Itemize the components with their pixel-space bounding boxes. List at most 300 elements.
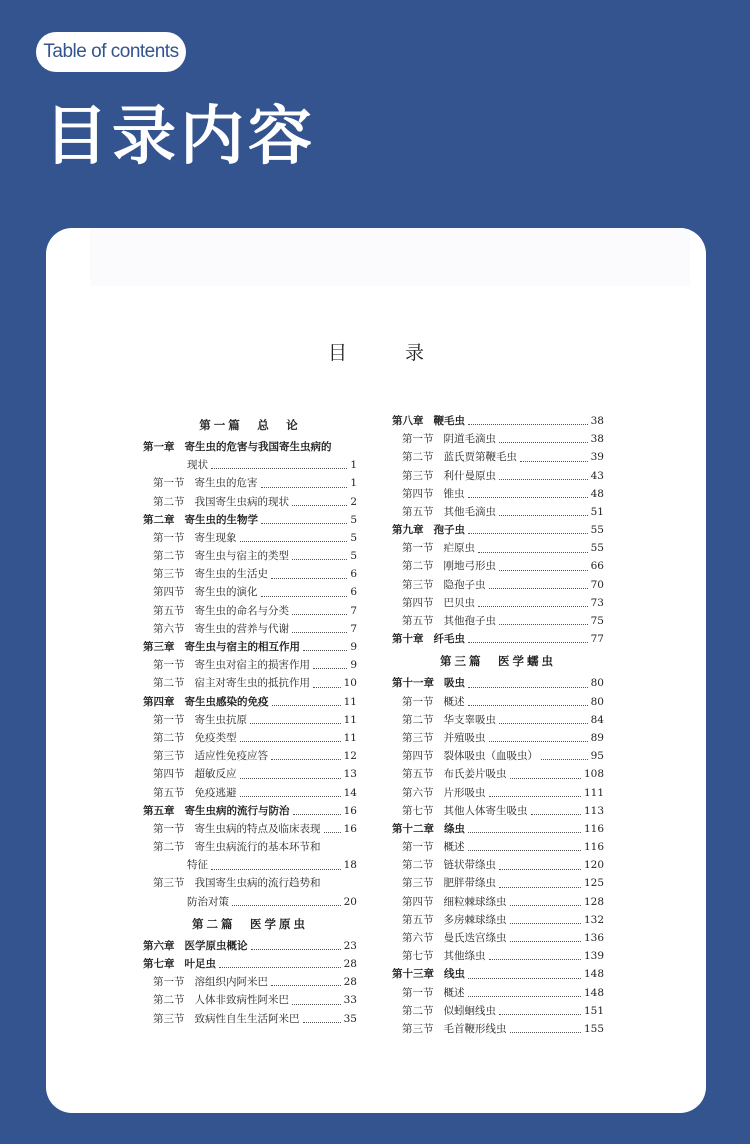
toc-entry-label: 第三节 (402, 469, 434, 482)
dot-leader (520, 461, 588, 462)
toc-section-row (392, 485, 604, 503)
dot-leader (499, 869, 581, 870)
toc-section-row (392, 1020, 604, 1038)
toc-page-number: 28 (343, 976, 357, 989)
toc-page-number: 111 (583, 786, 604, 799)
toc-entry-label: 第二节 (153, 994, 185, 1007)
toc-entry-title: 免疫类型 (194, 731, 237, 744)
toc-entry-label: 第四节 (402, 750, 434, 763)
dot-leader (489, 959, 581, 960)
toc-section-row (143, 711, 357, 729)
toc-entry-label: 第二章 (143, 513, 175, 526)
toc-entry-title: 线虫 (444, 968, 465, 981)
toc-section-row (143, 529, 357, 547)
toc-entry-title: 概述 (443, 841, 465, 854)
toc-section-row (143, 765, 357, 783)
toc-section-row (143, 547, 357, 565)
toc-entry-label: 第七节 (402, 804, 434, 817)
toc-page-number: 148 (583, 986, 604, 999)
toc-entry-label: 第二节 (153, 495, 185, 508)
dot-leader (293, 814, 341, 815)
dot-leader (468, 687, 588, 688)
toc-section-row (392, 875, 604, 893)
toc-chapter-row (143, 438, 357, 456)
toc-chapter-row (392, 412, 604, 430)
toc-entry-title: 并殖吸虫 (443, 731, 486, 744)
toc-section-row (392, 693, 604, 711)
toc-section-row (392, 430, 604, 448)
toc-continuation-row (143, 893, 357, 911)
toc-entry-label: 第一章 (143, 440, 175, 453)
toc-entry-label: 第五节 (153, 604, 185, 617)
toc-page-number: 35 (343, 1012, 357, 1025)
toc-section-row (143, 656, 357, 674)
dot-leader (510, 905, 581, 906)
toc-page-number: 84 (590, 713, 604, 726)
toc-continuation-row (143, 856, 357, 874)
toc-entry-title: 毛首鞭形线虫 (443, 1022, 507, 1035)
toc-entry-title: 曼氏迭宫绦虫 (443, 932, 507, 945)
toc-entry-label: 第一节 (402, 433, 434, 446)
toc-entry-title: 寄生虫对宿主的损害作用 (194, 659, 310, 672)
toc-entry-title: 似蚓蛔线虫 (443, 1004, 496, 1017)
toc-page-number: 11 (343, 695, 357, 708)
toc-page-number: 7 (350, 622, 357, 635)
toc-entry-label: 第六章 (143, 939, 175, 952)
toc-page-number: 151 (583, 1004, 604, 1017)
toc-page-number: 5 (350, 531, 357, 544)
document-title (46, 338, 706, 365)
dot-leader (468, 978, 581, 979)
dot-leader (211, 468, 347, 469)
toc-chapter-row (392, 521, 604, 539)
toc-section-row (392, 594, 604, 612)
dot-leader (489, 796, 581, 797)
toc-page-number: 20 (343, 895, 357, 908)
dot-leader (303, 1022, 341, 1023)
dot-leader (499, 479, 588, 480)
toc-page-number: 7 (350, 604, 357, 617)
toc-section-row (392, 539, 604, 557)
dot-leader (313, 687, 341, 688)
toc-page-number: 55 (590, 542, 604, 555)
toc-part-heading: 第二篇 医学原虫 (192, 916, 308, 931)
toc-chapter-row (392, 820, 604, 838)
toc-page-number: 120 (583, 859, 604, 872)
toc-page-number: 70 (590, 578, 604, 591)
toc-entry-title: 蓝氏贾第鞭毛虫 (443, 451, 517, 464)
dot-leader (292, 559, 347, 560)
toc-entry-label: 第五节 (402, 913, 434, 926)
dot-leader (313, 668, 347, 669)
toc-entry-label: 第一节 (153, 713, 185, 726)
toc-chapter-row (392, 674, 604, 692)
toc-section-row (392, 503, 604, 521)
toc-entry-title: 其他孢子虫 (443, 615, 496, 628)
toc-entry-title: 我国寄生虫病的流行趋势和 (194, 877, 321, 890)
toc-entry-title: 寄生虫病流行的基本环节和 (194, 841, 321, 854)
toc-entry-title: 隐孢子虫 (443, 578, 486, 591)
toc-entry-label: 第一节 (153, 659, 185, 672)
toc-section-row (392, 802, 604, 820)
toc-entry-label: 第十章 (392, 633, 424, 646)
toc-entry-label: 第六节 (153, 622, 185, 635)
toc-part-heading: 第一篇 总 论 (199, 417, 301, 432)
toc-entry-label: 第三节 (153, 568, 185, 581)
toc-page-number: 66 (590, 560, 604, 573)
toc-page-number: 39 (590, 451, 604, 464)
toc-page-number: 11 (343, 713, 357, 726)
dot-leader (510, 941, 581, 942)
toc-entry-title: 现状 (187, 459, 208, 472)
toc-section-row (143, 474, 357, 492)
toc-page-number: 116 (583, 841, 604, 854)
toc-entry-label: 第五节 (402, 615, 434, 628)
toc-chapter-row (143, 638, 357, 656)
dot-leader (261, 487, 348, 488)
toc-section-row (392, 747, 604, 765)
toc-page-number: 14 (343, 786, 357, 799)
toc-entry-title: 巴贝虫 (443, 596, 475, 609)
toc-entry-title: 寄生虫与宿主的类型 (194, 550, 289, 563)
dot-leader (499, 442, 588, 443)
toc-page-number: 51 (590, 505, 604, 518)
toc-entry-label: 第二节 (402, 560, 434, 573)
toc-entry-label: 第一节 (402, 986, 434, 999)
dot-leader (271, 578, 347, 579)
toc-entry-title: 吸虫 (444, 677, 465, 690)
toc-section-row (143, 973, 357, 991)
toc-chapter-row (143, 693, 357, 711)
toc-section-row (143, 602, 357, 620)
toc-entry-label: 第二节 (402, 859, 434, 872)
toc-page-number: 23 (343, 939, 357, 952)
dot-leader (510, 778, 581, 779)
page-title: 目录内容 (44, 100, 316, 174)
toc-entry-title: 鞭毛虫 (433, 414, 465, 427)
toc-chapter-row (143, 511, 357, 529)
dot-leader (292, 632, 347, 633)
toc-entry-label: 第三节 (402, 877, 434, 890)
dot-leader (240, 741, 341, 742)
toc-section-row (392, 947, 604, 965)
toc-entry-title: 刚地弓形虫 (443, 560, 496, 573)
toc-chapter-row (392, 965, 604, 983)
toc-section-row (392, 1002, 604, 1020)
toc-entry-title: 寄生虫病的特点及临床表现 (194, 822, 321, 835)
toc-entry-label: 第二节 (153, 677, 185, 690)
dot-leader (468, 996, 581, 997)
toc-page-number: 2 (350, 495, 357, 508)
toc-entry-label: 第二节 (402, 451, 434, 464)
dot-leader (468, 533, 588, 534)
toc-page-number: 75 (590, 615, 604, 628)
toc-entry-label: 第三节 (402, 731, 434, 744)
dot-leader (292, 505, 347, 506)
toc-section-row (143, 747, 357, 765)
dot-leader (292, 614, 347, 615)
toc-entry-label: 第二节 (153, 550, 185, 563)
toc-entry-title: 细粒棘球绦虫 (443, 895, 507, 908)
toc-entry-title: 概述 (443, 986, 465, 999)
toc-entry-title: 多房棘球绦虫 (443, 913, 507, 926)
toc-entry-title: 肥胖带绦虫 (443, 877, 496, 890)
dot-leader (499, 723, 588, 724)
toc-entry-title: 溶组织内阿米巴 (194, 976, 268, 989)
toc-entry-label: 第一节 (402, 841, 434, 854)
toc-entry-label: 第三节 (153, 877, 185, 890)
toc-entry-title: 寄生虫抗原 (194, 713, 247, 726)
toc-section-row (143, 565, 357, 583)
toc-page-number: 155 (583, 1022, 604, 1035)
toc-page-number: 125 (583, 877, 604, 890)
toc-entry-label: 第五章 (143, 804, 175, 817)
toc-page-number: 9 (350, 641, 357, 654)
toc-entry-title: 寄生虫的危害与我国寄生虫病的 (184, 440, 332, 453)
toc-entry-title: 阴道毛滴虫 (443, 433, 496, 446)
toc-section-row (392, 729, 604, 747)
toc-page-number: 80 (590, 695, 604, 708)
dot-leader (499, 887, 581, 888)
toc-entry-label: 第三节 (402, 578, 434, 591)
toc-entry-label: 第四章 (143, 695, 175, 708)
toc-chapter-row (143, 955, 357, 973)
toc-section-row (392, 612, 604, 630)
toc-entry-label: 第五节 (402, 768, 434, 781)
toc-entry-label: 第二节 (402, 1004, 434, 1017)
toc-entry-title: 宿主对寄生虫的抵抗作用 (194, 677, 310, 690)
toc-page-number: 16 (343, 822, 357, 835)
toc-entry-title: 超敏反应 (194, 768, 237, 781)
toc-entry-label: 第九章 (392, 524, 424, 537)
toc-page-number: 38 (590, 433, 604, 446)
toc-entry-label: 第十二章 (392, 822, 434, 835)
toc-entry-title: 片形吸虫 (443, 786, 486, 799)
toc-entry-label: 第三节 (402, 1022, 434, 1035)
dot-leader (468, 424, 588, 425)
toc-section-row (392, 448, 604, 466)
toc-entry-title: 其他绦虫 (443, 950, 486, 963)
toc-entry-title: 布氏姜片吸虫 (443, 768, 507, 781)
toc-page-number: 18 (343, 859, 357, 872)
toc-entry-title: 寄生虫的演化 (194, 586, 258, 599)
dot-leader (468, 832, 581, 833)
dot-leader (478, 552, 588, 553)
dot-leader (510, 1032, 581, 1033)
document-title-right: 录 (405, 342, 425, 364)
toc-entry-title: 免疫逃避 (194, 786, 237, 799)
toc-entry-title: 寄生虫的命名与分类 (194, 604, 289, 617)
toc-entry-title: 医学原虫概论 (184, 939, 248, 952)
document-card (46, 228, 706, 1113)
toc-entry-title: 特征 (187, 859, 208, 872)
toc-entry-label: 第一节 (402, 542, 434, 555)
dot-leader (261, 596, 348, 597)
toc-page-number: 128 (583, 895, 604, 908)
dot-leader (468, 642, 588, 643)
toc-entry-title: 概述 (443, 695, 465, 708)
toc-entry-label: 第一节 (402, 695, 434, 708)
toc-entry-title: 寄生虫与宿主的相互作用 (184, 641, 300, 654)
toc-section-row (143, 729, 357, 747)
dot-leader (271, 759, 341, 760)
toc-entry-title: 其他毛滴虫 (443, 505, 496, 518)
toc-page-number: 28 (343, 958, 357, 971)
toc-entry-label: 第十三章 (392, 968, 434, 981)
toc-section-row (143, 493, 357, 511)
dot-leader (489, 588, 588, 589)
toc-entry-title: 我国寄生虫病的现状 (194, 495, 289, 508)
toc-page-number: 6 (350, 586, 357, 599)
toc-page-number: 11 (343, 731, 357, 744)
toc-page-number: 5 (350, 513, 357, 526)
toc-entry-label: 第二节 (402, 713, 434, 726)
toc-page-number: 5 (350, 550, 357, 563)
dot-leader (478, 606, 588, 607)
scan-top-shade (90, 228, 690, 286)
toc-page-number: 1 (350, 459, 357, 472)
toc-entry-label: 第七章 (143, 958, 175, 971)
toc-section-row (392, 467, 604, 485)
toc-section-row (392, 856, 604, 874)
dot-leader (240, 541, 348, 542)
toc-entry-title: 裂体吸虫（血吸虫） (443, 750, 538, 763)
toc-page-number: 89 (590, 731, 604, 744)
toc-continuation-row (143, 456, 357, 474)
toc-left-column (143, 412, 357, 1028)
toc-page-number: 108 (583, 768, 604, 781)
toc-page-number: 139 (583, 950, 604, 963)
toc-entry-title: 孢子虫 (433, 524, 465, 537)
toc-page-number: 12 (343, 750, 357, 763)
toc-page-number: 116 (583, 822, 604, 835)
toc-section-row (392, 911, 604, 929)
dot-leader (499, 570, 588, 571)
toc-entry-label: 第七节 (402, 950, 434, 963)
toc-entry-title: 利什曼原虫 (443, 469, 496, 482)
toc-entry-title: 绦虫 (444, 822, 465, 835)
dot-leader (531, 814, 581, 815)
toc-section-row (392, 711, 604, 729)
dot-leader (261, 523, 347, 524)
toc-entry-title: 寄生虫感染的免疫 (184, 695, 269, 708)
toc-page-number: 6 (350, 568, 357, 581)
toc-page-number: 148 (583, 968, 604, 981)
dot-leader (499, 515, 588, 516)
toc-entry-label: 第十一章 (392, 677, 434, 690)
toc-entry-title: 叶足虫 (184, 958, 216, 971)
toc-page-number: 77 (590, 633, 604, 646)
toc-entry-title: 寄生虫的危害 (194, 477, 258, 490)
toc-entry-title: 寄生虫的生物学 (184, 513, 258, 526)
dot-leader (240, 778, 341, 779)
toc-page-number: 1 (350, 477, 357, 490)
toc-entry-title: 寄生虫的营养与代谢 (194, 622, 289, 635)
toc-entry-label: 第四节 (402, 895, 434, 908)
toc-entry-label: 第四节 (153, 586, 185, 599)
toc-page-number: 33 (343, 994, 357, 1007)
toc-page-number: 55 (590, 524, 604, 537)
dot-leader (489, 741, 588, 742)
toc-entry-title: 寄生虫病的流行与防治 (184, 804, 290, 817)
toc-entry-label: 第一节 (153, 477, 185, 490)
toc-section-row (143, 584, 357, 602)
toc-right-column (392, 412, 604, 1038)
toc-entry-title: 寄生现象 (194, 531, 237, 544)
toc-page-number: 73 (590, 596, 604, 609)
toc-entry-label: 第六节 (402, 932, 434, 945)
toc-entry-title: 适应性免疫应答 (194, 750, 268, 763)
toc-section-row (143, 620, 357, 638)
toc-page-number: 13 (343, 768, 357, 781)
dot-leader (303, 650, 347, 651)
toc-chapter-row (143, 802, 357, 820)
toc-page-number: 38 (590, 414, 604, 427)
toc-entry-label: 第一节 (153, 531, 185, 544)
toc-section-row (392, 929, 604, 947)
table-of-contents-pill: Table of contents (36, 32, 186, 72)
dot-leader (499, 624, 588, 625)
dot-leader (499, 1014, 581, 1015)
toc-section-row (143, 784, 357, 802)
toc-part-heading: 第三篇 医学蠕虫 (440, 654, 556, 669)
toc-section-row (392, 765, 604, 783)
toc-section-row (143, 875, 357, 893)
toc-page-number: 16 (343, 804, 357, 817)
dot-leader (468, 705, 588, 706)
dot-leader (468, 850, 581, 851)
toc-entry-title: 致病性自生生活阿米巴 (194, 1012, 300, 1025)
dot-leader (510, 923, 581, 924)
toc-page-number: 132 (583, 913, 604, 926)
toc-entry-label: 第三节 (153, 1012, 185, 1025)
dot-leader (271, 985, 341, 986)
dot-leader (250, 723, 341, 724)
toc-section-row (392, 576, 604, 594)
dot-leader (219, 967, 341, 968)
toc-chapter-row (143, 937, 357, 955)
toc-entry-label: 第四节 (402, 487, 434, 500)
toc-section-row (392, 558, 604, 576)
dot-leader (240, 796, 341, 797)
dot-leader (272, 705, 341, 706)
toc-entry-label: 第八章 (392, 414, 424, 427)
toc-entry-label: 第三节 (153, 750, 185, 763)
dot-leader (232, 905, 341, 906)
toc-section-row (392, 838, 604, 856)
dot-leader (324, 832, 341, 833)
toc-entry-title: 人体非致病性阿米巴 (194, 994, 289, 1007)
toc-entry-title: 链状带绦虫 (443, 859, 496, 872)
toc-entry-label: 第二节 (153, 841, 185, 854)
toc-section-row (143, 820, 357, 838)
toc-entry-label: 第六节 (402, 786, 434, 799)
toc-section-row (143, 1010, 357, 1028)
toc-section-row (143, 674, 357, 692)
toc-entry-title: 华支睾吸虫 (443, 713, 496, 726)
dot-leader (468, 497, 588, 498)
toc-entry-label: 第一节 (153, 822, 185, 835)
toc-entry-title: 疟原虫 (443, 542, 475, 555)
toc-entry-title: 纤毛虫 (433, 633, 465, 646)
document-title-left: 目 (327, 342, 347, 364)
toc-entry-title: 锥虫 (443, 487, 465, 500)
toc-section-row (143, 991, 357, 1009)
toc-section-row (392, 893, 604, 911)
dot-leader (251, 949, 341, 950)
dot-leader (292, 1004, 341, 1005)
toc-entry-label: 第五节 (402, 505, 434, 518)
